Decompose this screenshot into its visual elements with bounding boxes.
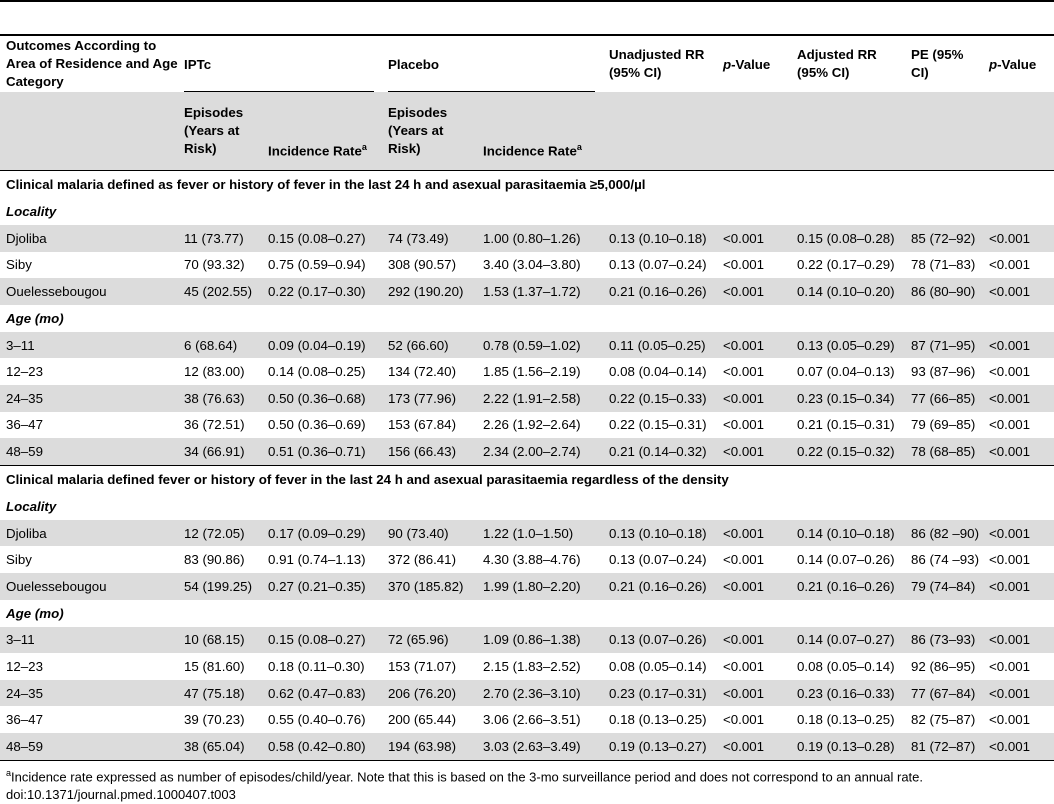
p-italic: p	[723, 56, 732, 72]
table-cell: <0.001	[723, 417, 765, 433]
table-cell: 0.18 (0.13–0.25)	[609, 712, 707, 728]
table-row	[0, 278, 1054, 305]
table-cell: <0.001	[717, 627, 791, 654]
table-row	[0, 573, 1054, 600]
table-cell: 0.14 (0.10–0.20)	[791, 278, 905, 305]
table-footnote	[6, 764, 923, 804]
table-cell: 38 (76.63)	[178, 385, 262, 412]
table-cell: 86 (74 –93)	[911, 552, 980, 568]
p-italic: p	[989, 56, 998, 72]
table-cell: <0.001	[983, 332, 1054, 359]
table-cell: 34 (66.91)	[178, 438, 262, 465]
table-cell: 85 (72–92)	[905, 225, 983, 252]
table-row	[0, 520, 1054, 547]
table-row	[0, 653, 1054, 680]
group-label: Locality	[6, 498, 57, 514]
table-row	[0, 706, 1054, 733]
p-suffix: -Value	[731, 56, 771, 72]
table-cell: 36 (72.51)	[184, 417, 245, 433]
table-cell: 0.14 (0.07–0.27)	[791, 627, 905, 654]
table-cell: 24–35	[0, 680, 178, 707]
iptc-episodes-header: Episodes (Years at Risk)	[178, 92, 262, 171]
table-cell: 12 (83.00)	[184, 364, 245, 380]
table-cell: 0.18 (0.11–0.30)	[268, 658, 365, 674]
table-cell: 0.11 (0.05–0.25)	[603, 332, 717, 359]
table-cell: <0.001	[983, 573, 1054, 600]
table-cell: <0.001	[717, 278, 791, 305]
table-cell: 292 (190.20)	[382, 278, 477, 305]
iptc-incidence-header	[262, 92, 382, 171]
table-cell: 12–23	[6, 364, 43, 380]
table-cell: 173 (77.96)	[382, 385, 477, 412]
table-cell: <0.001	[717, 385, 791, 412]
table-row	[0, 385, 1054, 412]
table-cell: 11 (73.77)	[178, 225, 262, 252]
table-cell: 0.21 (0.14–0.32)	[603, 438, 717, 465]
table-cell: 92 (86–95)	[911, 658, 976, 674]
group-label: Locality	[6, 204, 57, 219]
table-cell: 2.26 (1.92–2.64)	[483, 417, 581, 433]
table-cell: 82 (75–87)	[911, 712, 976, 728]
table-cell: 0.13 (0.10–0.18)	[603, 520, 717, 547]
iptc-label: IPTc	[184, 56, 212, 72]
table-cell: 370 (185.82)	[382, 573, 477, 600]
table-cell: 36–47	[6, 417, 43, 433]
doi: doi:10.1371/journal.pmed.1000407.t003	[6, 787, 236, 803]
table-cell: 0.13 (0.05–0.29)	[791, 332, 905, 359]
unadjusted-rr-header: Unadjusted RR (95% CI)	[609, 47, 705, 80]
section-title: Clinical malaria defined as fever or history of fever in the last 24 h and asexual parasitaemia ≥5,000/µl	[0, 171, 1054, 199]
table-cell: 74 (73.49)	[382, 225, 477, 252]
table-cell: 87 (71–95)	[905, 332, 983, 359]
table-cell: 0.50 (0.36–0.69)	[268, 417, 366, 433]
group-header-row	[0, 493, 1054, 520]
table-cell: <0.001	[723, 552, 765, 568]
table-cell: 1.85 (1.56–2.19)	[483, 364, 581, 380]
table-cell: 0.14 (0.07–0.26)	[797, 552, 895, 568]
table-cell: <0.001	[723, 364, 765, 380]
table-cell: 0.22 (0.17–0.29)	[797, 257, 895, 273]
table-cell: Siby	[6, 552, 32, 568]
table-cell: 0.14 (0.10–0.18)	[791, 520, 905, 547]
footnote-body: Incidence rate expressed as number of episodes/child/year. Note that this is based on the 3-mo surveillance period and does not correspond to an annual rate.	[11, 769, 924, 785]
header-row	[0, 36, 1054, 92]
incidence-label: Incidence Rate	[483, 143, 577, 158]
table-cell: 52 (66.60)	[382, 332, 477, 359]
table-cell: <0.001	[983, 627, 1054, 654]
table-cell: 0.21 (0.15–0.31)	[797, 417, 895, 433]
table-cell: 39 (70.23)	[184, 712, 245, 728]
table-cell: 153 (67.84)	[388, 417, 457, 433]
table-cell: 0.22 (0.17–0.30)	[262, 278, 382, 305]
table-cell: 0.78 (0.59–1.02)	[477, 332, 603, 359]
table-cell: 24–35	[0, 385, 178, 412]
table-cell: <0.001	[717, 520, 791, 547]
footnote-text	[6, 764, 923, 786]
table-cell: 79 (74–84)	[905, 573, 983, 600]
p-suffix: -Value	[997, 56, 1037, 72]
section-header-row	[0, 465, 1054, 493]
table-cell: 79 (69–85)	[911, 417, 976, 433]
table-cell: <0.001	[989, 257, 1031, 273]
results-table	[0, 36, 1054, 761]
table-cell: 1.22 (1.0–1.50)	[477, 520, 603, 547]
table-cell: 83 (90.86)	[184, 552, 245, 568]
pe-header: PE (95% CI)	[911, 47, 964, 80]
table-cell: 2.70 (2.36–3.10)	[477, 680, 603, 707]
table-cell: 0.75 (0.59–0.94)	[268, 257, 366, 273]
p-value-header-2	[983, 36, 1054, 92]
table-cell: 0.91 (0.74–1.13)	[268, 552, 366, 568]
table-cell: 45 (202.55)	[178, 278, 262, 305]
table-cell: 48–59	[0, 733, 178, 760]
table-row	[0, 680, 1054, 707]
table-cell: 0.09 (0.04–0.19)	[262, 332, 382, 359]
table-cell: 134 (72.40)	[388, 364, 457, 380]
iptc-header	[178, 36, 382, 92]
table-cell: 0.23 (0.16–0.33)	[791, 680, 905, 707]
table-cell: 0.07 (0.04–0.13)	[797, 364, 895, 380]
table-cell: 2.34 (2.00–2.74)	[477, 438, 603, 465]
table-cell: 93 (87–96)	[911, 364, 976, 380]
placebo-incidence-header	[477, 92, 603, 171]
table-cell: <0.001	[717, 733, 791, 760]
table-cell: 2.22 (1.91–2.58)	[477, 385, 603, 412]
placebo-header	[382, 36, 603, 92]
table-cell: 0.22 (0.15–0.31)	[609, 417, 707, 433]
table-cell: 86 (80–90)	[905, 278, 983, 305]
table-cell: 156 (66.43)	[382, 438, 477, 465]
table-cell: 0.51 (0.36–0.71)	[262, 438, 382, 465]
table-cell: <0.001	[717, 332, 791, 359]
table-cell: Ouelessebougou	[0, 573, 178, 600]
table-cell: 78 (68–85)	[905, 438, 983, 465]
group-label: Age (mo)	[6, 310, 64, 326]
group-header-row	[0, 198, 1054, 225]
table-cell: 1.00 (0.80–1.26)	[477, 225, 603, 252]
table-cell: 0.15 (0.08–0.28)	[791, 225, 905, 252]
table-cell: 194 (63.98)	[382, 733, 477, 760]
table-cell: 12–23	[6, 658, 43, 674]
table-cell: 4.30 (3.88–4.76)	[483, 552, 581, 568]
table-cell: Ouelessebougou	[0, 278, 178, 305]
table-cell: 77 (67–84)	[905, 680, 983, 707]
placebo-label: Placebo	[388, 56, 439, 72]
incidence-label: Incidence Rate	[268, 143, 362, 158]
table-cell: 0.08 (0.05–0.14)	[609, 658, 707, 674]
table-cell: 0.19 (0.13–0.28)	[791, 733, 905, 760]
p-value-header-1	[717, 36, 791, 92]
table-cell: <0.001	[723, 658, 765, 674]
table-cell: <0.001	[983, 520, 1054, 547]
table-cell: 3.03 (2.63–3.49)	[477, 733, 603, 760]
table-cell: <0.001	[983, 438, 1054, 465]
table-cell: 0.55 (0.40–0.76)	[268, 712, 366, 728]
table-cell: <0.001	[989, 364, 1031, 380]
table-cell: 0.17 (0.09–0.29)	[262, 520, 382, 547]
table-cell: 0.23 (0.17–0.31)	[603, 680, 717, 707]
table-cell: 36–47	[6, 712, 43, 728]
table-cell: <0.001	[723, 257, 765, 273]
table-cell: <0.001	[717, 680, 791, 707]
table-cell: 86 (73–93)	[905, 627, 983, 654]
table-cell: <0.001	[983, 733, 1054, 760]
table-cell: 1.99 (1.80–2.20)	[477, 573, 603, 600]
table-row	[0, 627, 1054, 654]
table-cell: 372 (86.41)	[388, 552, 457, 568]
table-cell: 3–11	[0, 332, 178, 359]
table-cell: 153 (71.07)	[388, 658, 457, 674]
table-cell: <0.001	[983, 680, 1054, 707]
table-cell: 0.13 (0.10–0.18)	[603, 225, 717, 252]
table-cell: 0.18 (0.13–0.25)	[797, 712, 895, 728]
table-cell: 0.15 (0.08–0.27)	[262, 225, 382, 252]
table-cell: <0.001	[983, 225, 1054, 252]
group-header-row	[0, 600, 1054, 627]
table-cell: 0.22 (0.15–0.33)	[603, 385, 717, 412]
footnote-marker: a	[576, 141, 582, 152]
footnote-marker: a	[361, 141, 367, 152]
table-cell: <0.001	[989, 417, 1031, 433]
table-cell: 0.58 (0.42–0.80)	[262, 733, 382, 760]
table-cell: 72 (65.96)	[382, 627, 477, 654]
table-cell: 86 (82 –90)	[905, 520, 983, 547]
table-cell: 0.19 (0.13–0.27)	[603, 733, 717, 760]
table-row	[0, 733, 1054, 760]
footnote-marker: a	[6, 768, 12, 778]
table-cell: 0.21 (0.16–0.26)	[791, 573, 905, 600]
table-cell: 0.21 (0.16–0.26)	[603, 278, 717, 305]
table-cell: 1.53 (1.37–1.72)	[477, 278, 603, 305]
table-cell: 0.21 (0.16–0.26)	[603, 573, 717, 600]
table-row	[0, 252, 1054, 279]
table-top-border	[0, 0, 1054, 36]
table-cell: 0.23 (0.15–0.34)	[791, 385, 905, 412]
table-cell: <0.001	[983, 278, 1054, 305]
table-row	[0, 225, 1054, 252]
table-cell: 48–59	[0, 438, 178, 465]
table-cell: <0.001	[717, 225, 791, 252]
table-cell: 15 (81.60)	[184, 658, 245, 674]
table-cell: 0.08 (0.04–0.14)	[609, 364, 707, 380]
table-cell: Siby	[6, 257, 32, 273]
section-title: Clinical malaria defined fever or history of fever in the last 24 h and asexual parasitaemia regardless of the density	[0, 465, 1054, 493]
table-row	[0, 358, 1054, 385]
subheader-empty	[0, 92, 178, 171]
table-cell: 308 (90.57)	[388, 257, 457, 273]
table-cell: 78 (71–83)	[911, 257, 976, 273]
table-cell: 0.50 (0.36–0.68)	[262, 385, 382, 412]
table-cell: 6 (68.64)	[178, 332, 262, 359]
table-cell: 0.22 (0.15–0.32)	[791, 438, 905, 465]
subheader-row	[0, 92, 1054, 171]
table-cell: <0.001	[989, 658, 1031, 674]
table-row	[0, 332, 1054, 359]
table-cell: 3.40 (3.04–3.80)	[483, 257, 581, 273]
table-cell: <0.001	[989, 552, 1031, 568]
table-cell: 200 (65.44)	[388, 712, 457, 728]
table-cell: 12 (72.05)	[178, 520, 262, 547]
table-cell: 2.15 (1.83–2.52)	[483, 658, 581, 674]
table-cell: 70 (93.32)	[184, 257, 245, 273]
table-cell: 38 (65.04)	[178, 733, 262, 760]
table-cell: Djoliba	[0, 520, 178, 547]
outcome-header: Outcomes According to Area of Residence and Age Category	[6, 38, 178, 89]
table-cell: <0.001	[717, 573, 791, 600]
table-cell: 90 (73.40)	[382, 520, 477, 547]
placebo-episodes-header: Episodes (Years at Risk)	[382, 92, 477, 171]
table-cell: 0.13 (0.07–0.26)	[603, 627, 717, 654]
table-cell: Djoliba	[0, 225, 178, 252]
table-cell: <0.001	[989, 712, 1031, 728]
table-cell: 0.13 (0.07–0.24)	[609, 552, 707, 568]
table-cell: 0.15 (0.08–0.27)	[262, 627, 382, 654]
adjusted-rr-header: Adjusted RR (95% CI)	[797, 47, 877, 80]
table-cell: 47 (75.18)	[178, 680, 262, 707]
table-body	[0, 171, 1054, 761]
table-cell: 10 (68.15)	[178, 627, 262, 654]
table-cell: <0.001	[717, 438, 791, 465]
table-cell: 1.09 (0.86–1.38)	[477, 627, 603, 654]
table-cell: 3.06 (2.66–3.51)	[483, 712, 581, 728]
table-row	[0, 438, 1054, 465]
section-header-row	[0, 171, 1054, 199]
group-header-row	[0, 305, 1054, 332]
table-cell: 3–11	[0, 627, 178, 654]
group-label: Age (mo)	[6, 605, 64, 621]
table-cell: 0.62 (0.47–0.83)	[262, 680, 382, 707]
table-cell: 0.13 (0.07–0.24)	[609, 257, 707, 273]
table-cell: 81 (72–87)	[905, 733, 983, 760]
table-cell: 77 (66–85)	[905, 385, 983, 412]
table-cell: 0.27 (0.21–0.35)	[262, 573, 382, 600]
table-cell: <0.001	[723, 712, 765, 728]
table-cell: 0.08 (0.05–0.14)	[797, 658, 895, 674]
table-cell: 206 (76.20)	[382, 680, 477, 707]
table-cell: <0.001	[983, 385, 1054, 412]
table-cell: 54 (199.25)	[178, 573, 262, 600]
table-row	[0, 412, 1054, 439]
table-cell: 0.14 (0.08–0.25)	[268, 364, 366, 380]
table-row	[0, 546, 1054, 573]
